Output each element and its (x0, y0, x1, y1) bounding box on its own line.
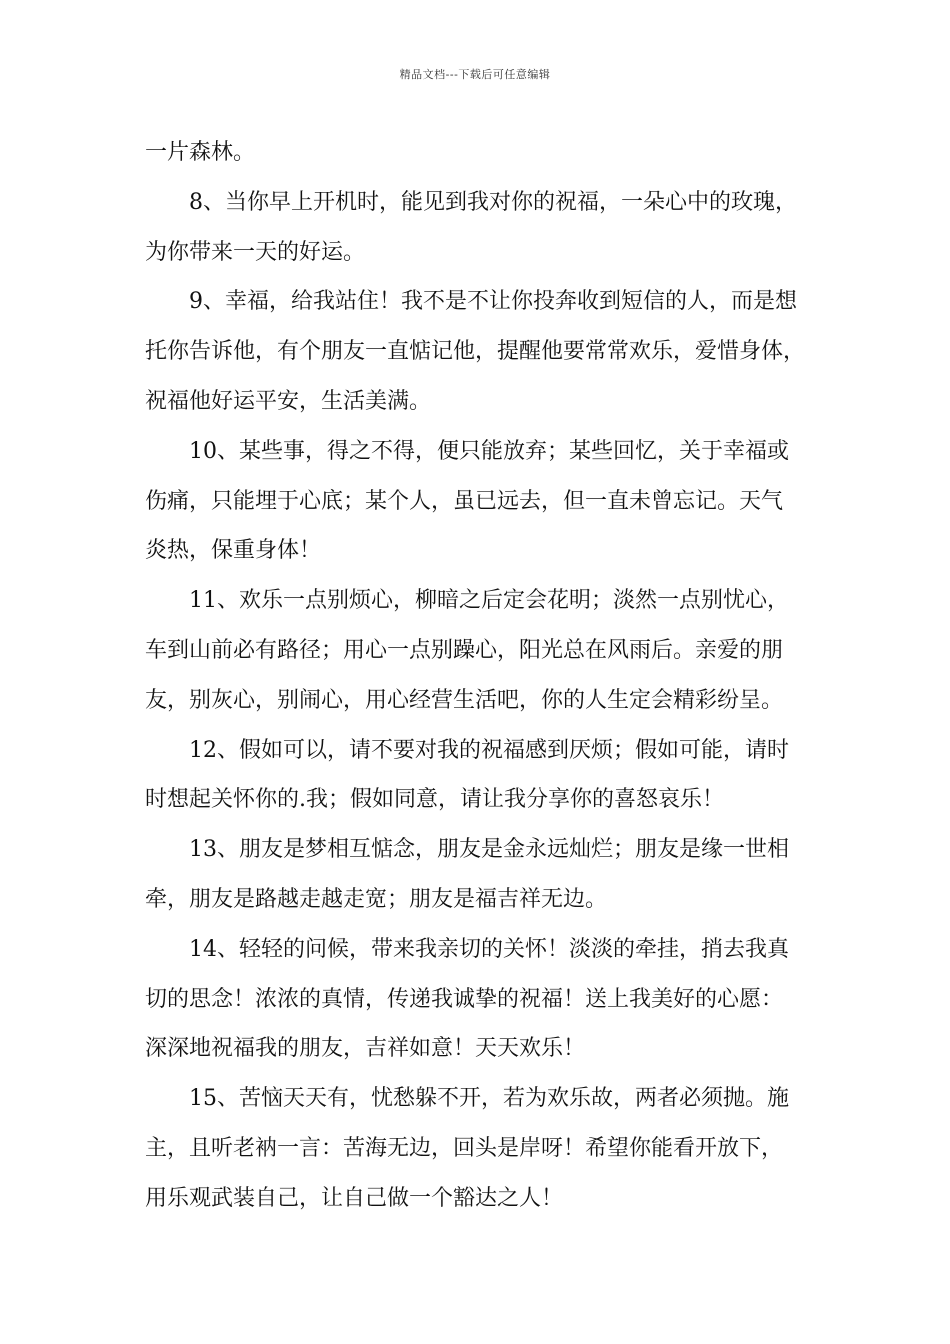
text-line: 主，且听老衲一言：苦海无边，回头是岸呀！希望你能看开放下， (145, 1135, 784, 1161)
paragraph-item-15 (145, 1074, 821, 1223)
text-line: 8、当你早上开机时，能见到我对你的祝福，一朵心中的玫瑰， (189, 189, 797, 215)
text-line: 友，别灰心，别闹心，用心经营生活吧，你的人生定会精彩纷呈。 (145, 687, 784, 713)
page-header: 精品文档---下载后可任意编辑 (399, 68, 551, 81)
paragraph-continuation (145, 128, 821, 178)
text-line: 托你告诉他，有个朋友一直惦记他，提醒他要常常欢乐，爱惜身体， (145, 339, 806, 365)
text-line: 祝福他好运平安，生活美满。 (145, 388, 432, 414)
text-line: 10、某些事，得之不得，便只能放弃；某些回忆，关于幸福或 (189, 438, 789, 464)
paragraph-item-9 (145, 277, 821, 426)
text-line: 用乐观武装自己，让自己做一个豁达之人！ (145, 1185, 564, 1211)
text-line: 牵，朋友是路越走越走宽；朋友是福吉祥无边。 (145, 886, 608, 912)
document-body (145, 128, 821, 1224)
text-line: 炎热，保重身体！ (145, 538, 322, 564)
text-line: 切的思念！浓浓的真情，传递我诚挚的祝福！送上我美好的心愿： (145, 986, 784, 1012)
text-line: 13、朋友是梦相互惦念，朋友是金永远灿烂；朋友是缘一世相 (189, 837, 789, 863)
text-line: 15、苦恼天天有，忧愁躲不开，若为欢乐故，两者必须抛。施 (189, 1086, 789, 1112)
paragraph-item-11 (145, 576, 821, 725)
text-line: 车到山前必有路径；用心一点别躁心，阳光总在风雨后。亲爱的朋 (145, 637, 784, 663)
paragraph-item-10 (145, 427, 821, 576)
paragraph-item-8 (145, 178, 821, 278)
text-line: 11、欢乐一点别烦心，柳暗之后定会花明；淡然一点别忧心， (189, 588, 789, 614)
text-line: 一片森林。 (145, 140, 256, 165)
text-line: 9、幸福，给我站住！我不是不让你投奔收到短信的人，而是想 (189, 289, 797, 315)
text-line: 14、轻轻的问候，带来我亲切的关怀！淡淡的牵挂，捎去我真 (189, 936, 789, 962)
text-line: 12、假如可以，请不要对我的祝福感到厌烦；假如可能，请时 (189, 737, 789, 763)
text-line: 深深地祝福我的朋友，吉祥如意！天天欢乐！ (145, 1036, 586, 1062)
paragraph-item-14 (145, 925, 821, 1074)
text-line: 伤痛，只能埋于心底；某个人，虽已远去，但一直未曾忘记。天气 (145, 488, 784, 514)
text-line: 时想起关怀你的.我；假如同意，请让我分享你的喜怒哀乐！ (145, 787, 724, 813)
text-line: 为你带来一天的好运。 (145, 239, 366, 265)
paragraph-item-13 (145, 825, 821, 925)
paragraph-item-12 (145, 726, 821, 826)
